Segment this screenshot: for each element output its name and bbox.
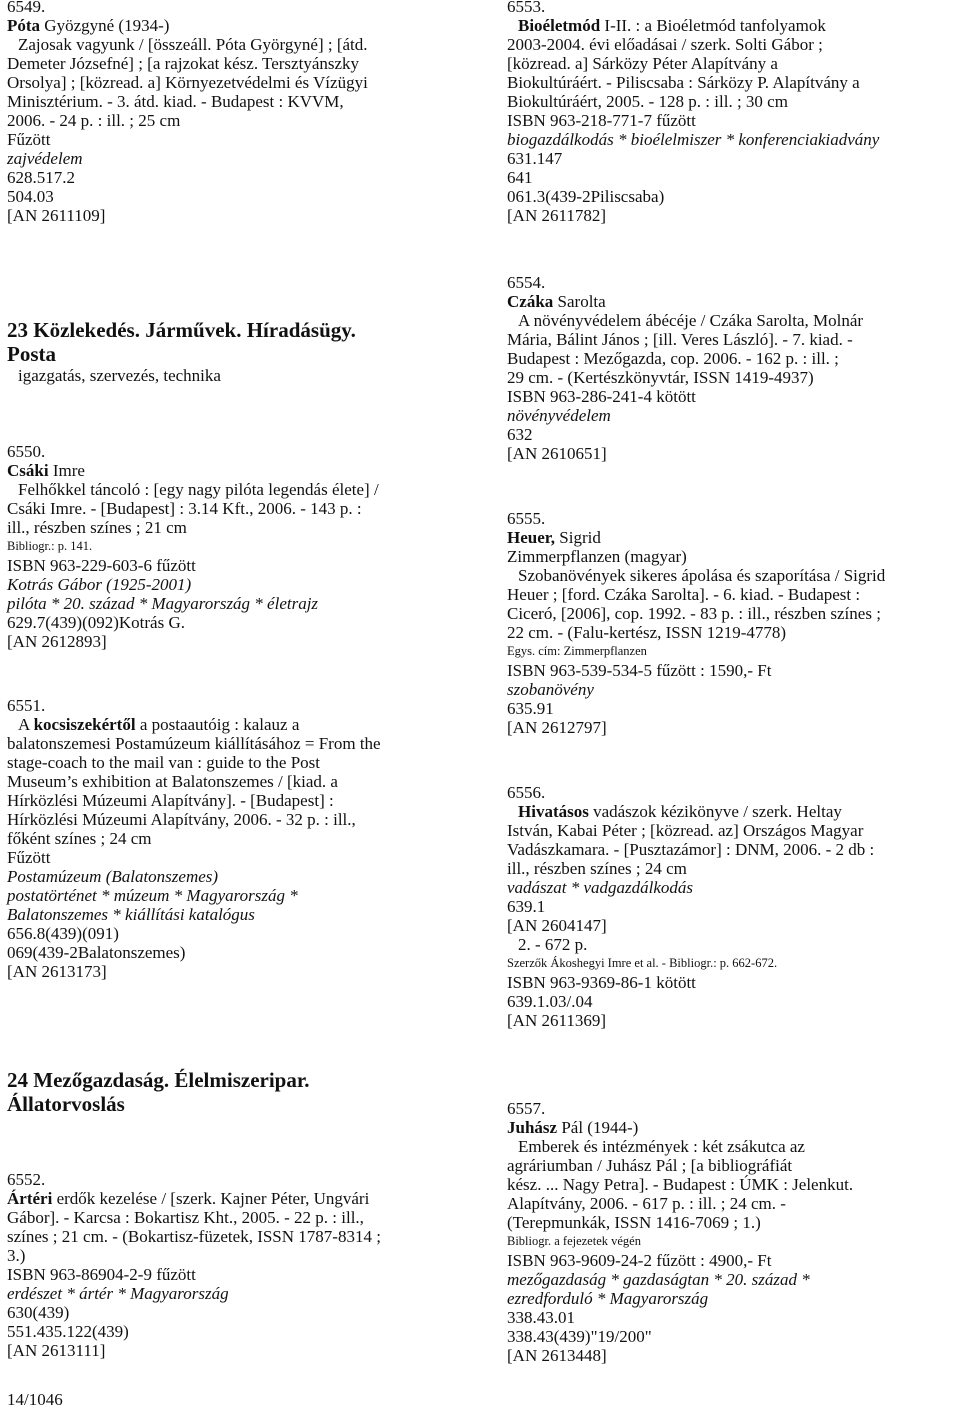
entry-line: 504.03 (7, 187, 54, 206)
entry-number: 6557. (507, 1099, 546, 1118)
entry-6552 (7, 1170, 459, 1360)
entry-line: (Terepmunkák, ISSN 1416-7069 ; 1.) (507, 1213, 761, 1232)
entry-subject: vadászat * vadgazdálkodás (507, 878, 694, 897)
section-title: 23 Közlekedés. Járművek. Híradásügy. (7, 318, 356, 342)
entry-line: balatonszemesi Postamúzeum kiállításához = From the (7, 734, 381, 753)
title-keyword: Hivatásos (518, 802, 589, 821)
entry-number: 6556. (507, 783, 546, 802)
entry-line: színes ; 21 cm. - (Bokartisz-füzetek, ISSN 1787-8314 ; (7, 1227, 381, 1246)
entry-line: 630(439) (7, 1303, 70, 1322)
entry-line: [AN 2611782] (507, 206, 606, 225)
author-surname: Csáki (7, 461, 49, 480)
entry-line: ill., részben színes ; 24 cm (507, 859, 687, 878)
entry-line: Szobanövények sikeres ápolása és szaporítása / Sigrid (518, 566, 886, 585)
entry-line: 29 cm. - (Kertészkönyvtár, ISSN 1419-4937) (507, 368, 814, 387)
entry-line: 639.1 (507, 897, 546, 916)
entry-heading (507, 528, 957, 547)
entry-number: 6552. (7, 1170, 46, 1189)
title-rest: a postaautóig : kalauz a (135, 715, 300, 734)
entry-number: 6549. (7, 0, 46, 16)
entry-line: ISBN 963-9609-24-2 fűzött : 4900,- Ft (507, 1251, 772, 1270)
entry-note: Bibliogr. a fejezetek végén (507, 1234, 641, 1248)
section-heading-24 (7, 1068, 310, 1116)
entry-6554 (507, 273, 957, 463)
entry-subject: Balatonszemes * kiállítási katalógus (7, 905, 255, 924)
entry-line: 635.91 (507, 699, 554, 718)
entry-line: 338.43.01 (507, 1308, 575, 1327)
entry-line: agráriumban / Juhász Pál ; [a bibliográfiát (507, 1156, 793, 1175)
entry-subject: mezőgazdaság * gazdaságtan * 20. század * (507, 1270, 810, 1289)
entry-number: 6550. (7, 442, 46, 461)
entry-line: [AN 2612893] (7, 632, 107, 651)
author-surname: Czáka (507, 292, 554, 311)
entry-line: [AN 2612797] (507, 718, 607, 737)
entry-line: 632 (507, 425, 533, 444)
entry-line: Demeter Józsefné] ; [a rajzokat kész. Tersztyánszky (7, 54, 360, 73)
entry-line: Alapítvány, 2006. - 617 p. : ill. ; 24 cm. - (507, 1194, 786, 1213)
title-prefix: A (18, 715, 34, 734)
entry-heading (7, 715, 459, 734)
entry-line: 656.8(439)(091) (7, 924, 119, 943)
entry-line: Csáki Imre. - [Budapest] : 3.14 Kft., 2006. - 143 p. : (7, 499, 362, 518)
entry-line: Zimmerpflanzen (magyar) (507, 547, 687, 566)
entry-subject: Postamúzeum (Balatonszemes) (7, 867, 219, 886)
entry-line: 641 (507, 168, 533, 187)
entry-number: 6551. (7, 696, 46, 715)
entry-line: [AN 2613111] (7, 1341, 106, 1360)
section-title: Állatorvoslás (7, 1092, 125, 1116)
entry-line: [AN 2610651] (507, 444, 607, 463)
entry-line: Felhőkkel táncoló : [egy nagy pilóta legendás élete] / (18, 480, 379, 499)
entry-line: ISBN 963-86904-2-9 fűzött (7, 1265, 196, 1284)
entry-6553 (507, 0, 957, 225)
section-heading-23 (7, 318, 356, 386)
author-rest: Imre (48, 461, 85, 480)
entry-heading (7, 1189, 459, 1208)
entry-subject: pilóta * 20. század * Magyarország * életrajz (7, 594, 319, 613)
entry-6557 (507, 1099, 957, 1365)
entry-line: Biokultúráért, 2005. - 128 p. : ill. ; 30 cm (507, 92, 788, 111)
entry-line: [AN 2611109] (7, 206, 106, 225)
title-rest: erdők kezelése / [szerk. Kajner Péter, Ungvári (52, 1189, 370, 1208)
entry-6551 (7, 696, 459, 981)
entry-line: [AN 2613173] (7, 962, 107, 981)
entry-heading (507, 1118, 957, 1137)
author-surname: Heuer, (507, 528, 556, 547)
title-rest: I-II. : a Bioéletmód tanfolyamok (600, 16, 826, 35)
entry-line: Budapest : Mezőgazda, cop. 2006. - 162 p. : ill. ; (507, 349, 839, 368)
section-title: 24 Mezőgazdaság. Élelmiszeripar. (7, 1068, 310, 1092)
entry-line: ISBN 963-286-241-4 kötött (507, 387, 696, 406)
page-number: 14/1046 (7, 1390, 63, 1409)
entry-line: Zajosak vagyunk / [összeáll. Póta Györgyné] ; [átd. (18, 35, 368, 54)
entry-line: 629.7(439)(092)Kotrás G. (7, 613, 185, 632)
entry-subject: növényvédelem (507, 406, 611, 425)
title-rest: vadászok kézikönyve / szerk. Heltay (588, 802, 842, 821)
entry-line: 639.1.03/.04 (507, 992, 593, 1011)
entry-line: Hírközlési Múzeumi Alapítvány]. - [Budapest] : (7, 791, 334, 810)
entry-6549 (7, 0, 459, 225)
entry-heading (507, 802, 957, 821)
entry-line: 628.517.2 (7, 168, 75, 187)
entry-line: Ciceró, [2006], cop. 1992. - 83 p. : ill., részben színes ; (507, 604, 881, 623)
entry-line: Mária, Bálint János ; [ill. Veres László]. - 7. kiad. - (507, 330, 853, 349)
entry-line: Orsolya] ; [közread. a] Környezetvédelmi és Vízügyi (7, 73, 368, 92)
entry-heading (507, 292, 957, 311)
entry-subject: postatörténet * múzeum * Magyarország * (7, 886, 298, 905)
section-subtitle: igazgatás, szervezés, technika (18, 366, 221, 385)
entry-line: Gábor]. - Karcsa : Bokartisz Kht., 2005. - 22 p. : ill., (7, 1208, 364, 1227)
entry-6550 (7, 442, 459, 651)
entry-line: István, Kabai Péter ; [közread. az] Országos Magyar (507, 821, 864, 840)
entry-line: [AN 2611369] (507, 1011, 606, 1030)
author-rest: Pál (1944-) (557, 1118, 639, 1137)
section-title: Posta (7, 342, 56, 366)
entry-subject: ezredforduló * Magyarország (507, 1289, 709, 1308)
entry-line: főként színes ; 24 cm (7, 829, 152, 848)
author-rest: Sigrid (555, 528, 601, 547)
entry-line: [AN 2604147] (507, 916, 607, 935)
entry-line: ISBN 963-9369-86-1 kötött (507, 973, 696, 992)
author-rest: Sarolta (553, 292, 606, 311)
entry-line: Fűzött (7, 848, 51, 867)
entry-line: ISBN 963-218-771-7 fűzött (507, 111, 696, 130)
entry-line: [közread. a] Sárközy Péter Alapítvány a (507, 54, 778, 73)
entry-subject: szobanövény (507, 680, 594, 699)
entry-line: 631.147 (507, 149, 563, 168)
entry-note: Bibliogr.: p. 141. (7, 539, 93, 553)
author-surname: Póta (7, 16, 41, 35)
entry-subject: biogazdálkodás * bioélelmiszer * konferenciakiadvány (507, 130, 880, 149)
entry-line: Emberek és intézmények : két zsákutca az (518, 1137, 805, 1156)
entry-line: ill., részben színes ; 21 cm (7, 518, 187, 537)
entry-line: ISBN 963-229-603-6 fűzött (7, 556, 196, 575)
entry-subject: zajvédelem (7, 149, 83, 168)
entry-note: Egys. cím: Zimmerpflanzen (507, 644, 647, 658)
author-rest: Gyözgyné (1934-) (40, 16, 170, 35)
entry-line: Hírközlési Múzeumi Alapítvány, 2006. - 32 p. : ill., (7, 810, 356, 829)
entry-heading (7, 461, 459, 480)
entry-line: Minisztérium. - 3. átd. kiad. - Budapest : KVVM, (7, 92, 344, 111)
entry-6556 (507, 783, 957, 1030)
entry-line: ISBN 963-539-534-5 fűzött : 1590,- Ft (507, 661, 772, 680)
entry-heading (7, 16, 459, 35)
title-keyword: Ártéri (7, 1189, 53, 1208)
entry-number: 6554. (507, 273, 546, 292)
entry-line: Heuer ; [ford. Czáka Sarolta]. - 6. kiad. - Budapest : (507, 585, 861, 604)
entry-line: A növényvédelem ábécéje / Czáka Sarolta, Molnár (518, 311, 864, 330)
entry-line: 2003-2004. évi előadásai / szerk. Solti Gábor ; (507, 35, 823, 54)
entry-subject: Kotrás Gábor (1925-2001) (7, 575, 192, 594)
entry-line: 22 cm. - (Falu-kertész, ISSN 1219-4778) (507, 623, 787, 642)
entry-subject: erdészet * ártér * Magyarország (7, 1284, 229, 1303)
entry-number: 6555. (507, 509, 546, 528)
entry-line: stage-coach to the mail van : guide to the Post (7, 753, 321, 772)
entry-line: Fűzött (7, 130, 51, 149)
entry-line: kész. ... Nagy Petra]. - Budapest : ÚMK : Jelenkut. (507, 1175, 854, 1194)
entry-line: 551.435.122(439) (7, 1322, 129, 1341)
entry-line: 061.3(439-2Piliscsaba) (507, 187, 665, 206)
entry-note: Szerzők Ákoshegyi Imre et al. - Bibliogr.: p. 662-672. (507, 956, 778, 970)
entry-line: 3.) (7, 1246, 26, 1265)
author-surname: Juhász (507, 1118, 558, 1137)
entry-line: Museum’s exhibition at Balatonszemes / [kiad. a (7, 772, 338, 791)
entry-line: 338.43(439)"19/200" (507, 1327, 652, 1346)
entry-line: 2006. - 24 p. : ill. ; 25 cm (7, 111, 181, 130)
entry-6555 (507, 509, 957, 737)
entry-heading (507, 16, 957, 35)
entry-volume: 2. - 672 p. (518, 935, 588, 954)
entry-line: [AN 2613448] (507, 1346, 607, 1365)
entry-number: 6553. (507, 0, 546, 16)
entry-line: 069(439-2Balatonszemes) (7, 943, 186, 962)
title-keyword: kocsiszekértől (33, 715, 136, 734)
title-keyword: Bioéletmód (518, 16, 601, 35)
entry-line: Vadászkamara. - [Pusztazámor] : DNM, 2006. - 2 db : (507, 840, 875, 859)
entry-line: Biokultúráért. - Piliscsaba : Sárközy P. Alapítvány a (507, 73, 860, 92)
